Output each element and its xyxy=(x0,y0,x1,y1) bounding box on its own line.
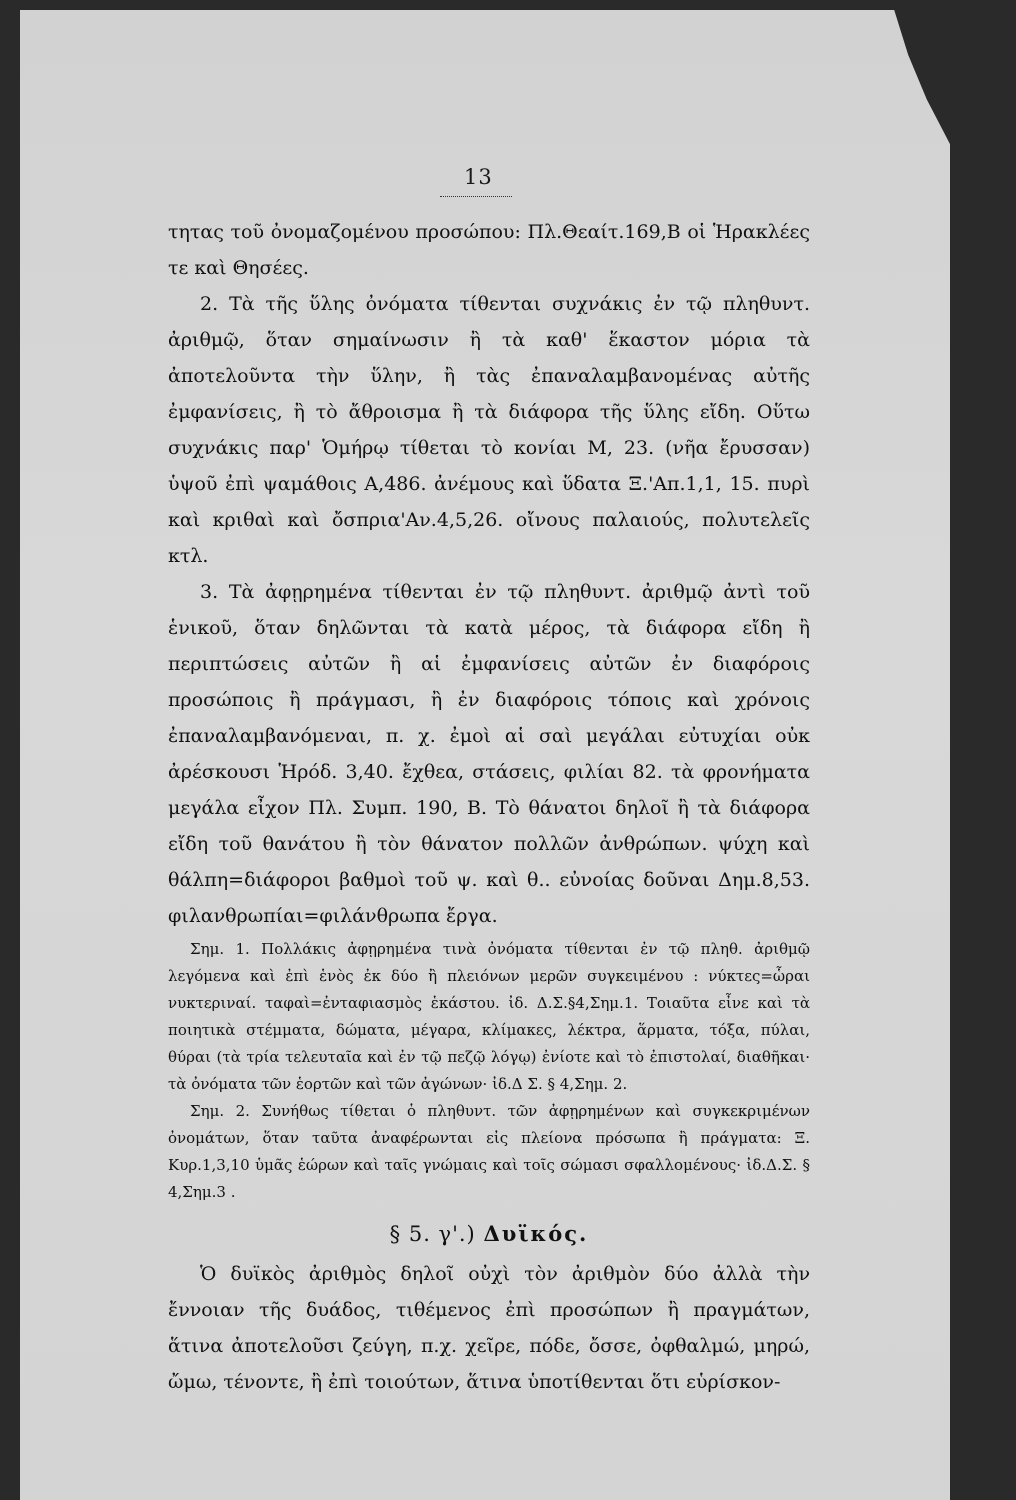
paragraph-dual: Ὁ δυϊκὸς ἀριθμὸς δηλοῖ οὐχὶ τὸν ἀριθμὸν δύο ἀλλὰ τὴν ἔννοιαν τῆς δυάδος, τιθέμενος ἐπὶ προσώπων ἢ πραγμάτων, ἅτινα ἀποτελοῦσι ζεύγη, π.χ. χεῖρε, πόδε, ὄσσε, ὀφθαλμώ, μηρώ, ὤμω, τένοντε, ἢ ἐπὶ τοιούτων, ἅτινα ὑποτίθενται ὅτι εὑρίσκον- xyxy=(168,1263,810,1393)
paragraph-3: 3. Τὰ ἀφῃρημένα τίθενται ἐν τῷ πληθυντ. ἀριθμῷ ἀντὶ τοῦ ἑνικοῦ, ὅταν δηλῶνται τὰ κατὰ μέρος, τὰ διάφορα εἴδη ἢ περιπτώσεις αὐτῶν ἢ αἱ ἐμφανίσεις αὐτῶν ἐν διαφόροις προσώποις ἢ πράγμασι, ἢ ἐν διαφόροις τόποις καὶ χρόνοις ἐπαναλαμβανόμεναι, π. χ. ἐμοὶ αἱ σαὶ μεγάλαι εὐτυχίαι οὐκ ἀρέσκουσι Ἡρόδ. 3,40. ἔχθεα, στάσεις, φιλίαι 82. τὰ φρονήματα μεγάλα εἶχον Πλ. Συμπ. 190, Β. Τὸ θάνατοι δηλοῖ ἢ τὰ διάφορα εἴδη τοῦ θανάτου ἢ τὸν θάνατον πολλῶν ἀνθρώπων. ψύχη καὶ θάλπη=διάφοροι βαθμοὶ τοῦ ψ. καὶ θ.. εὐνοίας δοῦναι Δημ.8,53. φιλανθρωπίαι=φιλάνθρωπα ἔργα. xyxy=(168,581,810,927)
notes-block xyxy=(168,936,810,1206)
note-2: Σημ. 2. Συνήθως τίθεται ὁ πληθυντ. τῶν ἀφῃρημένων καὶ συγκεκριμένων ὀνομάτων, ὅταν ταῦτα ἀναφέρωνται εἰς πλείονα πρόσωπα ἢ πράγματα: Ξ. Κυρ.1,3,10 ὑμᾶς ἑώρων καὶ ταῖς γνώμαις καὶ τοῖς σώμασι σφαλλομένους· ἰδ.Δ.Σ. § 4,Σημ.3 . xyxy=(168,1102,810,1201)
paragraph-continuation: τητας τοῦ ὀνομαζομένου προσώπου: Πλ.Θεαίτ.169,Β οἱ Ἡρακλέες τε καὶ Θησέες. xyxy=(168,221,810,279)
section-title: Δυϊκός. xyxy=(483,1221,589,1246)
page-number-rule xyxy=(440,196,512,197)
note-1: Σημ. 1. Πολλάκις ἀφῃρημένα τινὰ ὀνόματα τίθενται ἐν τῷ πληθ. ἀριθμῷ λεγόμενα καὶ ἐπὶ ἑνὸς ἐκ δύο ἢ πλειόνων μερῶν συγκειμένου : νύκτες=ὧραι νυκτεριναί. ταφαὶ=ἐνταφιασμὸς ἑκάστου. ἰδ. Δ.Σ.§4,Σημ.1. Τοιαῦτα εἶνε καὶ τὰ ποιητικὰ στέμματα, δώματα, μέγαρα, κλίμακες, λέκτρα, ἅρματα, τόξα, πύλαι, θύραι (τὰ τρία τελευταῖα καὶ ἐν τῷ πεζῷ λόγῳ) ἐνίοτε καὶ τὸ ἐπιστολαί, διαθῆκαι· τὰ ὀνόματα τῶν ἑορτῶν καὶ τῶν ἀγώνων· ἰδ.Δ Σ. § 4,Σημ. 2. xyxy=(168,940,810,1093)
paragraph-2: 2. Τὰ τῆς ὕλης ὀνόματα τίθενται συχνάκις ἐν τῷ πληθυντ. ἀριθμῷ, ὅταν σημαίνωσιν ἢ τὰ καθ' ἕκαστον μόρια τὰ ἀποτελοῦντα τὴν ὕλην, ἢ τὰς ἐπαναλαμβανομένας αὐτῆς ἐμφανίσεις, ἢ τὸ ἄθροισμα ἢ τὰ διάφορα τῆς ὕλης εἴδη. Οὕτω συχνάκις παρ' Ὁμήρῳ τίθεται τὸ κονίαι Μ, 23. (νῆα ἔρυσσαν) ὑψοῦ ἐπὶ ψαμάθοις Α,486. ἀνέμους καὶ ὕδατα Ξ.'Απ.1,1, 15. πυρὶ καὶ κριθαὶ καὶ ὄσπρια'Αν.4,5,26. οἴνους παλαιούς, πολυτελεῖς κτλ. xyxy=(168,293,810,567)
section-text xyxy=(168,1256,810,1400)
section-number: § 5. γ'.) xyxy=(389,1222,476,1246)
main-text xyxy=(168,214,810,934)
section-heading xyxy=(168,1216,810,1252)
page-body xyxy=(168,214,810,1400)
page-number: 13 xyxy=(464,165,493,189)
